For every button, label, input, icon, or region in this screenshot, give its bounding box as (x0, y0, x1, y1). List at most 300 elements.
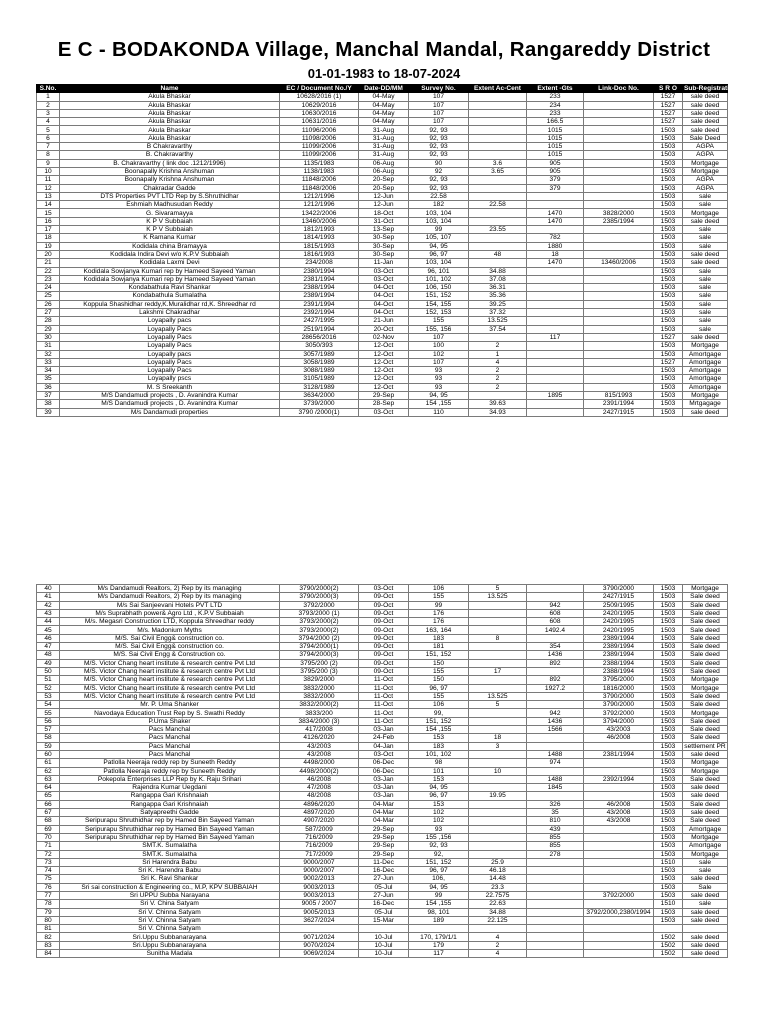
cell-date: 29-Sep (359, 825, 409, 833)
cell-survey-no: 93 (409, 375, 469, 383)
cell-ec-doc-no: 3834/2000 (3) (280, 717, 359, 725)
cell-survey-no: 99 (409, 891, 469, 899)
cell-extent-ac-cent (469, 759, 527, 767)
cell-extent-ac-cent (469, 643, 527, 651)
cell-date: 02-Nov (359, 333, 409, 341)
cell-sro: 1502 (654, 950, 683, 958)
cell-sno: 25 (37, 292, 60, 300)
cell-sub-registration: Mortgage (683, 767, 728, 775)
cell-sub-registration: AGPA (683, 143, 728, 151)
cell-extent-gts: 810 (527, 817, 584, 825)
cell-link-doc-no (584, 184, 654, 192)
cell-extent-gts (527, 701, 584, 709)
cell-link-doc-no (584, 109, 654, 117)
cell-sub-registration: sale deed (683, 109, 728, 117)
cell-extent-gts (527, 383, 584, 391)
cell-sub-registration: Sale deed (683, 692, 728, 700)
cell-sno: 60 (37, 750, 60, 758)
cell-sro: 1503 (654, 192, 683, 200)
cell-date: 03-Jan (359, 784, 409, 792)
cell-date: 31-Aug (359, 143, 409, 151)
cell-date: 03-Jan (359, 775, 409, 783)
cell-sro: 1503 (654, 775, 683, 783)
cell-sno: 79 (37, 908, 60, 916)
cell-name: Eshmiah Madhusudan Reddy (60, 201, 280, 209)
table-row (37, 726, 728, 734)
cell-ec-doc-no: 11848/2006 (280, 176, 359, 184)
cell-extent-ac-cent: 37.08 (469, 275, 527, 283)
cell-extent-gts (527, 941, 584, 949)
cell-name: SMT.K. Sumalatha (60, 842, 280, 850)
cell-link-doc-no (584, 784, 654, 792)
cell-extent-ac-cent: 13.525 (469, 593, 527, 601)
cell-survey-no: 92, 93 (409, 151, 469, 159)
cell-extent-gts: 1470 (527, 259, 584, 267)
cell-link-doc-no (584, 101, 654, 109)
cell-survey-no: 151, 152 (409, 651, 469, 659)
table-row (37, 101, 728, 109)
date-range-subtitle: 01-01-1983 to 18-07-2024 (307, 66, 461, 81)
table-row (37, 585, 728, 593)
cell-link-doc-no (584, 916, 654, 924)
cell-date: 30-Sep (359, 242, 409, 250)
cell-sub-registration: Sale deed (683, 775, 728, 783)
cell-sro: 1502 (654, 941, 683, 949)
cell-survey-no: 155 (409, 593, 469, 601)
cell-ec-doc-no: 3105/1989 (280, 375, 359, 383)
cell-extent-gts: 35 (527, 809, 584, 817)
cell-sro: 1503 (654, 684, 683, 692)
cell-date: 31-Aug (359, 126, 409, 134)
cell-date: 04-Mar (359, 800, 409, 808)
cell-extent-gts: 1566 (527, 726, 584, 734)
cell-sno: 2 (37, 101, 60, 109)
table-row (37, 734, 728, 742)
cell-sno: 59 (37, 742, 60, 750)
cell-ec-doc-no: 417/2008 (280, 726, 359, 734)
table-row (37, 883, 728, 891)
table-row (37, 593, 728, 601)
cell-sro: 1503 (654, 601, 683, 609)
cell-sno: 72 (37, 850, 60, 858)
cell-sub-registration: Sale deed (683, 609, 728, 617)
cell-sno: 74 (37, 867, 60, 875)
cell-sub-registration: Amortgage (683, 825, 728, 833)
cell-sub-registration: sale (683, 284, 728, 292)
cell-sub-registration: Sale deed (683, 726, 728, 734)
cell-ec-doc-no: 43/2008 (280, 750, 359, 758)
table-row (37, 717, 728, 725)
cell-extent-ac-cent (469, 126, 527, 134)
table-row (37, 367, 728, 375)
cell-link-doc-no: 2389/1994 (584, 634, 654, 642)
cell-date: 03-Oct (359, 408, 409, 416)
cell-link-doc-no: 43/2003 (584, 726, 654, 734)
cell-extent-ac-cent (469, 184, 527, 192)
cell-survey-no: 110 (409, 408, 469, 416)
cell-extent-ac-cent: 17 (469, 667, 527, 675)
cell-extent-ac-cent: 39.25 (469, 300, 527, 308)
cell-sro: 1503 (654, 651, 683, 659)
cell-sub-registration: Amortgage (683, 358, 728, 366)
cell-link-doc-no (584, 867, 654, 875)
cell-name: Mr. P. Uma Shanker (60, 701, 280, 709)
cell-link-doc-no (584, 250, 654, 258)
cell-sno: 6 (37, 134, 60, 142)
cell-extent-ac-cent: 5 (469, 585, 527, 593)
table-row (37, 925, 728, 933)
cell-sro: 1510 (654, 900, 683, 908)
cell-link-doc-no: 2392/1994 (584, 775, 654, 783)
cell-sro: 1503 (654, 883, 683, 891)
cell-name: G. Sivaramayya (60, 209, 280, 217)
cell-extent-ac-cent: 46.18 (469, 867, 527, 875)
cell-date (359, 925, 409, 933)
cell-ec-doc-no: 46/2008 (280, 775, 359, 783)
cell-sno: 1 (37, 93, 60, 101)
cell-extent-gts: 326 (527, 800, 584, 808)
cell-survey-no: 117 (409, 950, 469, 958)
cell-sub-registration: AGPA (683, 151, 728, 159)
cell-extent-gts (527, 667, 584, 675)
cell-link-doc-no (584, 367, 654, 375)
cell-name: M/S. Victor Chang heart institute & research centre Pvt Ltd (60, 676, 280, 684)
cell-extent-gts (527, 325, 584, 333)
cell-date: 05-Jul (359, 883, 409, 891)
cell-name: M/S. Sai Civil Engg & Construction co. (60, 651, 280, 659)
cell-link-doc-no: 2509/1995 (584, 601, 654, 609)
cell-date: 12-Jun (359, 201, 409, 209)
cell-extent-ac-cent (469, 784, 527, 792)
cell-sub-registration (683, 925, 728, 933)
cell-sro: 1503 (654, 809, 683, 817)
cell-sro: 1503 (654, 151, 683, 159)
cell-survey-no: 182 (409, 201, 469, 209)
cell-name: M/S Dandamudi projects , D. Avanindra Kumar (60, 400, 280, 408)
cell-extent-gts (527, 792, 584, 800)
cell-ec-doc-no: 11848/2006 (280, 184, 359, 192)
cell-link-doc-no (584, 309, 654, 317)
table-row (37, 775, 728, 783)
cell-sno: 63 (37, 775, 60, 783)
cell-sro: 1503 (654, 234, 683, 242)
cell-extent-gts (527, 916, 584, 924)
cell-link-doc-no: 2427/1915 (584, 593, 654, 601)
cell-sro: 1527 (654, 93, 683, 101)
cell-link-doc-no (584, 234, 654, 242)
cell-survey-no: 155 (409, 667, 469, 675)
cell-extent-ac-cent: 4 (469, 358, 527, 366)
cell-sno: 56 (37, 717, 60, 725)
cell-name: B Chakravarthy (60, 143, 280, 151)
cell-sub-registration: sale (683, 226, 728, 234)
cell-name: Pacs Manchal (60, 742, 280, 750)
cell-sub-registration: sale deed (683, 792, 728, 800)
cell-link-doc-no (584, 767, 654, 775)
cell-extent-gts: 1436 (527, 717, 584, 725)
cell-extent-gts (527, 350, 584, 358)
cell-survey-no: 107 (409, 358, 469, 366)
table-row (37, 634, 728, 642)
cell-name: Patlolla Neeraja reddy rep by Suneeth Reddy (60, 759, 280, 767)
cell-ec-doc-no: 13422/2006 (280, 209, 359, 217)
cell-date: 10-Jul (359, 950, 409, 958)
cell-extent-ac-cent: 13.525 (469, 692, 527, 700)
cell-ec-doc-no: 4498/2000 (280, 759, 359, 767)
cell-sub-registration: Sale deed (683, 659, 728, 667)
cell-name: Sri UPPU Subba Narayana (60, 891, 280, 899)
cell-sro: 1503 (654, 767, 683, 775)
cell-name: Loyapally pscs (60, 375, 280, 383)
table-row (37, 692, 728, 700)
cell-name: M/S. Sai Civil Engg& construction co. (60, 634, 280, 642)
table-row (37, 400, 728, 408)
cell-date: 04-Oct (359, 309, 409, 317)
cell-ec-doc-no: 3128/1989 (280, 383, 359, 391)
cell-sro: 1503 (654, 734, 683, 742)
cell-survey-no: 107 (409, 109, 469, 117)
cell-name: Kodidala Sowjanya Kumari rep by Hameed Sayeed Yaman (60, 275, 280, 283)
cell-ec-doc-no: 9069/2024 (280, 950, 359, 958)
cell-sno: 35 (37, 375, 60, 383)
cell-link-doc-no (584, 941, 654, 949)
cell-name: M/S. Victor Chang heart institute & research centre Pvt Ltd (60, 692, 280, 700)
cell-name: Sri.Uppu Subbanarayana (60, 933, 280, 941)
cell-sro: 1503 (654, 159, 683, 167)
header-name: Name (60, 85, 280, 93)
cell-name: Pacs Manchal (60, 734, 280, 742)
cell-sno: 50 (37, 667, 60, 675)
cell-sub-registration: Mortgage (683, 709, 728, 717)
cell-survey-no: 154 ,155 (409, 400, 469, 408)
cell-sno: 33 (37, 358, 60, 366)
cell-date: 03-Oct (359, 750, 409, 758)
cell-date: 09-Oct (359, 659, 409, 667)
cell-sno: 29 (37, 325, 60, 333)
cell-extent-ac-cent: 48 (469, 250, 527, 258)
header-sub-registration: Sub-Registration (684, 85, 738, 93)
cell-date: 11-Jan (359, 259, 409, 267)
cell-name: Sri V. Chinna Satyam (60, 916, 280, 924)
cell-extent-ac-cent: 3.6 (469, 159, 527, 167)
cell-ec-doc-no: 3833/200 (280, 709, 359, 717)
cell-survey-no: 179 (409, 941, 469, 949)
cell-survey-no (409, 925, 469, 933)
cell-sno: 70 (37, 833, 60, 841)
cell-extent-gts (527, 375, 584, 383)
table-row (37, 809, 728, 817)
cell-date: 30-Sep (359, 250, 409, 258)
cell-date: 11-Oct (359, 684, 409, 692)
cell-sno: 22 (37, 267, 60, 275)
cell-extent-gts: 608 (527, 609, 584, 617)
cell-sub-registration: sale deed (683, 891, 728, 899)
cell-date: 04-May (359, 118, 409, 126)
cell-ec-doc-no: 4896/2020 (280, 800, 359, 808)
cell-name: M/s Suprabhath power& Agro Ltd , K.P.V Subbaiah (60, 609, 280, 617)
cell-ec-doc-no: 9003/2013 (280, 891, 359, 899)
cell-sno: 51 (37, 676, 60, 684)
table-row (37, 109, 728, 117)
cell-sro: 1503 (654, 692, 683, 700)
cell-extent-gts: 18 (527, 250, 584, 258)
cell-sro: 1503 (654, 317, 683, 325)
cell-sro: 1503 (654, 726, 683, 734)
cell-sno: 13 (37, 192, 60, 200)
cell-sno: 34 (37, 367, 60, 375)
cell-extent-gts: 234 (527, 101, 584, 109)
cell-name: Sri V. China Satyam (60, 900, 280, 908)
cell-link-doc-no (584, 342, 654, 350)
cell-ec-doc-no: 1138/1983 (280, 167, 359, 175)
cell-link-doc-no (584, 151, 654, 159)
cell-extent-ac-cent (469, 842, 527, 850)
cell-sno: 69 (37, 825, 60, 833)
cell-ec-doc-no: 1212/1996 (280, 201, 359, 209)
cell-extent-gts: 942 (527, 709, 584, 717)
cell-extent-ac-cent: 35.36 (469, 292, 527, 300)
table-header-row (37, 85, 728, 93)
cell-link-doc-no: 2388/1994 (584, 667, 654, 675)
cell-ec-doc-no: 1816/1993 (280, 250, 359, 258)
cell-survey-no: 101, 102 (409, 275, 469, 283)
cell-extent-gts (527, 692, 584, 700)
cell-sro: 1503 (654, 759, 683, 767)
cell-date: 09-Oct (359, 643, 409, 651)
cell-name: Pacs Manchal (60, 726, 280, 734)
cell-date: 11-Oct (359, 676, 409, 684)
cell-extent-ac-cent: 8 (469, 634, 527, 642)
cell-ec-doc-no: 9002/2013 (280, 875, 359, 883)
cell-date: 12-Oct (359, 342, 409, 350)
table-row (37, 176, 728, 184)
cell-survey-no: 103, 104 (409, 217, 469, 225)
cell-extent-gts (527, 867, 584, 875)
cell-sro: 1503 (654, 825, 683, 833)
cell-extent-gts (527, 767, 584, 775)
cell-extent-gts: 905 (527, 159, 584, 167)
cell-extent-gts: 439 (527, 825, 584, 833)
cell-sro: 1503 (654, 408, 683, 416)
cell-extent-ac-cent: 3 (469, 742, 527, 750)
cell-name: M/s. Megasri Construction LTD, Koppula Shreedhar reddy (60, 618, 280, 626)
table-row (37, 858, 728, 866)
cell-date: 04-Oct (359, 292, 409, 300)
cell-extent-gts (527, 317, 584, 325)
cell-sno: 61 (37, 759, 60, 767)
cell-sro: 1503 (654, 167, 683, 175)
cell-sno: 19 (37, 242, 60, 250)
cell-date: 18-Oct (359, 209, 409, 217)
cell-sno: 7 (37, 143, 60, 151)
cell-extent-gts: 1927.2 (527, 684, 584, 692)
cell-name: M. S Sreekanth (60, 383, 280, 391)
cell-extent-gts: 855 (527, 833, 584, 841)
cell-extent-ac-cent: 19.95 (469, 792, 527, 800)
cell-survey-no: 99, (409, 709, 469, 717)
cell-survey-no: 107 (409, 333, 469, 341)
cell-sro: 1503 (654, 717, 683, 725)
table-row (37, 333, 728, 341)
cell-ec-doc-no: 3794/2000 (2) (280, 634, 359, 642)
cell-survey-no: 98, 101 (409, 908, 469, 916)
cell-date: 12-Oct (359, 383, 409, 391)
cell-date: 20-Sep (359, 184, 409, 192)
cell-survey-no: 94, 95 (409, 784, 469, 792)
cell-ec-doc-no: 1814/1993 (280, 234, 359, 242)
cell-extent-ac-cent (469, 651, 527, 659)
cell-extent-gts (527, 284, 584, 292)
cell-sro: 1503 (654, 309, 683, 317)
cell-name: Loyapally pacs (60, 350, 280, 358)
cell-survey-no: 155 (409, 692, 469, 700)
cell-survey-no: 170, 179/1/1 (409, 933, 469, 941)
cell-survey-no: 94, 95 (409, 391, 469, 399)
table-row (37, 159, 728, 167)
cell-date: 11-Oct (359, 692, 409, 700)
cell-sub-registration: sale deed (683, 750, 728, 758)
cell-extent-gts (527, 267, 584, 275)
cell-survey-no: 102 (409, 817, 469, 825)
cell-extent-gts (527, 742, 584, 750)
cell-sub-registration: Sale deed (683, 667, 728, 675)
cell-name: Kodidala Indira Devi w/o K.P.V Subbaiah (60, 250, 280, 258)
cell-name: B. Chakravarthy (60, 151, 280, 159)
cell-survey-no: 151, 152 (409, 717, 469, 725)
cell-date: 05-Jul (359, 908, 409, 916)
cell-name: M/s. Madonium Myths (60, 626, 280, 634)
cell-extent-ac-cent (469, 850, 527, 858)
cell-ec-doc-no: 3832/2000(2) (280, 701, 359, 709)
cell-name: Sri K. Harendra Babu (60, 867, 280, 875)
cell-extent-gts (527, 201, 584, 209)
cell-survey-no: 189 (409, 916, 469, 924)
cell-extent-gts: 892 (527, 676, 584, 684)
cell-date: 10-Jul (359, 933, 409, 941)
cell-sno: 84 (37, 950, 60, 958)
cell-name: M/S. Victor Chang heart institute & research centre Pvt Ltd (60, 684, 280, 692)
cell-sno: 62 (37, 767, 60, 775)
cell-extent-ac-cent (469, 333, 527, 341)
table-row (37, 383, 728, 391)
cell-sub-registration: Mortgage (683, 159, 728, 167)
cell-sub-registration: Amortgage (683, 350, 728, 358)
cell-name: Sunitha Madala (60, 950, 280, 958)
cell-date: 20-Sep (359, 176, 409, 184)
cell-name: Navodaya Education Trust Rep by S. Swathi Reddy (60, 709, 280, 717)
cell-date: 03-Oct (359, 275, 409, 283)
cell-name: K Ramana Kumar (60, 234, 280, 242)
cell-date: 20-Oct (359, 325, 409, 333)
cell-date: 29-Sep (359, 833, 409, 841)
cell-link-doc-no (584, 201, 654, 209)
cell-date: 03-Jan (359, 726, 409, 734)
cell-sno: 55 (37, 709, 60, 717)
cell-extent-gts (527, 275, 584, 283)
cell-link-doc-no (584, 950, 654, 958)
cell-ec-doc-no: 9000/2007 (280, 858, 359, 866)
document-title: E C - BODAKONDA Village, Manchal Mandal, Rangareddy District (57, 38, 711, 61)
cell-survey-no: 150 (409, 659, 469, 667)
cell-name: Kodidala Sowjanya Kumari rep by Hameed Sayeed Yaman (60, 267, 280, 275)
cell-link-doc-no (584, 333, 654, 341)
cell-sro: 1503 (654, 143, 683, 151)
table-row (37, 259, 728, 267)
cell-extent-ac-cent (469, 134, 527, 142)
table-row (37, 833, 728, 841)
cell-ec-doc-no: 2380/1994 (280, 267, 359, 275)
cell-ec-doc-no: 10629/2016 (280, 101, 359, 109)
